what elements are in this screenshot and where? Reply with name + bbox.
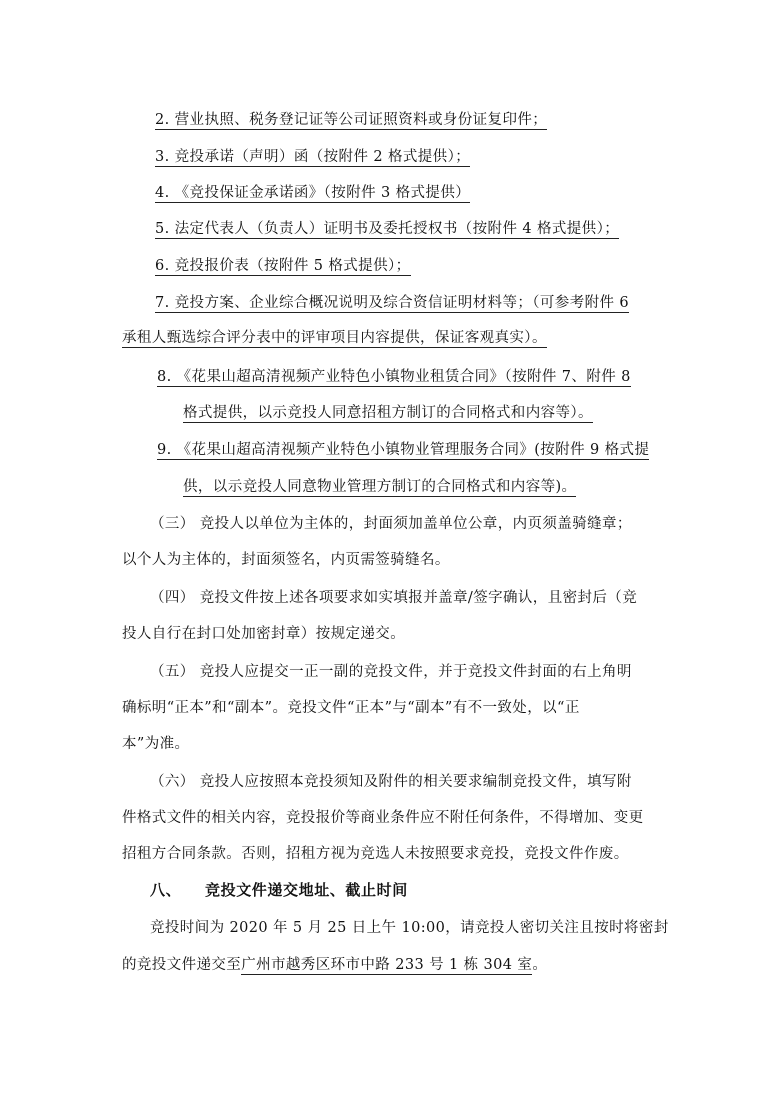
list-item-5: 5. 法定代表人（负责人）证明书及委托授权书（按附件 4 格式提供）； — [155, 221, 620, 237]
paragraph-4-line2: 投人自行在封口处加密封章）按规定递交。 — [122, 626, 406, 642]
list-item-4: 4. 《竞投保证金承诺函》（按附件 3 格式提供） — [155, 185, 471, 201]
paragraph-5-line3: 本”为准。 — [122, 736, 190, 752]
paragraph-3-line2: 以个人为主体的，封面须签名，内页需签骑缝名。 — [122, 552, 450, 568]
list-item-9-line2: 供，以示竞投人同意物业管理方制订的合同格式和内容等)。 — [183, 479, 577, 495]
paragraph-5-line1: （五） 竞投人应提交一正一副的竞投文件，并于竞投文件封面的右上角明 — [150, 664, 632, 680]
list-item-8-line1: 8. 《花果山超高清视频产业特色小镇物业租赁合同》（按附件 7、附件 8 — [157, 369, 631, 385]
list-item-8-line2: 格式提供，以示竞投人同意招租方制订的合同格式和内容等）。 — [183, 405, 593, 421]
section-8-text-line1: 竞投时间为 2020 年 5 月 25 日上午 10:00，请竞投人密切关注且按时将密封 — [150, 920, 669, 936]
paragraph-6-line3: 招租方合同条款。否则，招租方视为竞选人未按照要求竞投，竞投文件作废。 — [122, 846, 629, 862]
paragraph-6-line1: （六） 竞投人应按照本竞投须知及附件的相关要求编制竞投文件，填写附 — [150, 774, 632, 790]
list-item-9-line1: 9. 《花果山超高清视频产业特色小镇物业管理服务合同》(按附件 9 格式提 — [157, 442, 650, 458]
delivery-address: 广州市越秀区环市中路 233 号 1 栋 304 室 — [241, 957, 533, 973]
list-item-2: 2. 营业执照、税务登记证等公司证照资料或身份证复印件； — [155, 112, 548, 128]
paragraph-5-line2: 确标明“正本”和“副本”。竞投文件“正本”与“副本”有不一致处，以“正 — [122, 700, 580, 716]
section-8-text-prefix: 的竞投文件递交至 — [122, 957, 242, 973]
paragraph-6-line2: 件格式文件的相关内容，竞投报价等商业条件应不附任何条件，不得增加、变更 — [122, 810, 644, 826]
section-8-number: 八、 — [150, 881, 182, 899]
paragraph-3-line1: （三） 竞投人以单位为主体的，封面须加盖单位公章，内页须盖骑缝章； — [150, 516, 632, 532]
section-8-title: 竞投文件递交地址、截止时间 — [205, 881, 408, 899]
list-item-3: 3. 竞投承诺（声明）函（按附件 2 格式提供）； — [155, 149, 471, 165]
list-item-7-line2: 承租人甄选综合评分表中的评审项目内容提供，保证客观真实）。 — [122, 330, 547, 346]
list-item-7-line1: 7. 竞投方案、企业综合概况说明及综合资信证明材料等；（可参考附件 6 — [155, 295, 630, 311]
list-item-6: 6. 竞投报价表（按附件 5 格式提供）； — [155, 258, 411, 274]
section-8-text-line2 — [122, 955, 547, 975]
paragraph-4-line1: （四） 竞投文件按上述各项要求如实填报并盖章/签字确认，且密封后（竞 — [150, 590, 638, 606]
section-8-text-suffix: 。 — [532, 957, 548, 973]
